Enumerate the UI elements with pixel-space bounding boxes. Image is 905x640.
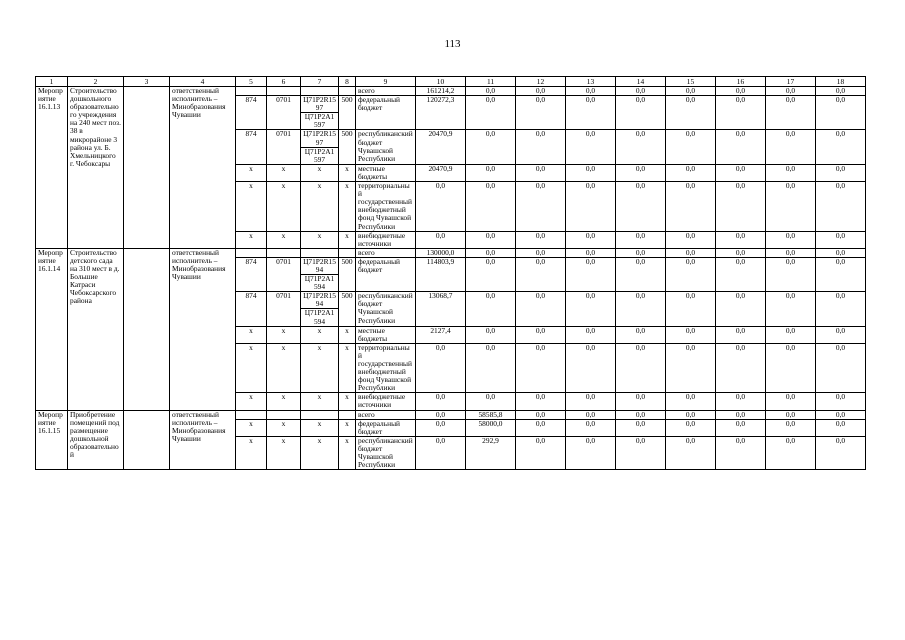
value-cell: 0,0 <box>716 393 766 410</box>
value-cell: 0,0 <box>566 410 616 419</box>
value-cell: 0,0 <box>766 419 816 436</box>
value-cell: 0,0 <box>766 326 816 343</box>
col6-cell <box>267 87 301 96</box>
header-cell: 8 <box>339 77 356 87</box>
value-cell: 0,0 <box>766 231 816 248</box>
value-cell: 0,0 <box>816 87 866 96</box>
value-cell: 0,0 <box>716 292 766 326</box>
header-cell: 6 <box>267 77 301 87</box>
value-cell: 0,0 <box>416 436 466 469</box>
col5-cell: x <box>236 231 267 248</box>
value-cell: 0,0 <box>516 96 566 130</box>
value-cell: 0,0 <box>766 410 816 419</box>
value-cell: 0,0 <box>466 164 516 181</box>
header-cell: 10 <box>416 77 466 87</box>
col7-cell: Ц71P2R1594 <box>301 257 339 274</box>
col5-cell: 874 <box>236 130 267 164</box>
value-cell: 0,0 <box>566 436 616 469</box>
funding-source: территориальный государственный внебюджетный фонд Чувашской Республики <box>356 182 416 232</box>
value-cell: 0,0 <box>516 410 566 419</box>
header-cell: 13 <box>566 77 616 87</box>
value-cell: 0,0 <box>766 436 816 469</box>
col6-cell: x <box>267 419 301 436</box>
header-cell: 1 <box>36 77 68 87</box>
col8-cell: x <box>339 231 356 248</box>
col5-cell: 874 <box>236 96 267 130</box>
value-cell: 0,0 <box>466 393 516 410</box>
value-cell: 0,0 <box>766 164 816 181</box>
value-cell: 0,0 <box>716 164 766 181</box>
col8-cell <box>339 248 356 257</box>
value-cell: 0,0 <box>566 231 616 248</box>
value-cell: 0,0 <box>666 257 716 291</box>
col7-cell: x <box>301 436 339 469</box>
value-cell: 0,0 <box>766 257 816 291</box>
value-cell: 0,0 <box>766 393 816 410</box>
value-cell: 0,0 <box>766 87 816 96</box>
funding-source: всего <box>356 87 416 96</box>
funding-source: местные бюджеты <box>356 164 416 181</box>
value-cell: 20470,9 <box>416 164 466 181</box>
col7-cell: x <box>301 393 339 410</box>
value-cell: 0,0 <box>816 436 866 469</box>
col6-cell: x <box>267 326 301 343</box>
empty-cell <box>124 87 170 249</box>
col7-cell: x <box>301 182 339 232</box>
value-cell: 0,0 <box>666 393 716 410</box>
value-cell: 0,0 <box>716 326 766 343</box>
col6-cell <box>267 410 301 419</box>
col8-cell: 500 <box>339 96 356 130</box>
col7-cell <box>301 410 339 419</box>
col8-cell: x <box>339 182 356 232</box>
value-cell: 0,0 <box>566 419 616 436</box>
header-cell: 15 <box>666 77 716 87</box>
value-cell: 0,0 <box>716 257 766 291</box>
col5-cell <box>236 248 267 257</box>
col8-cell: 500 <box>339 130 356 164</box>
value-cell: 0,0 <box>816 410 866 419</box>
value-cell: 0,0 <box>666 87 716 96</box>
value-cell: 0,0 <box>516 257 566 291</box>
value-cell: 0,0 <box>816 164 866 181</box>
col7-cell: Ц71P2A1597 <box>301 113 339 130</box>
value-cell: 0,0 <box>616 164 666 181</box>
header-cell: 17 <box>766 77 816 87</box>
value-cell: 0,0 <box>816 96 866 130</box>
value-cell: 0,0 <box>416 419 466 436</box>
col7-cell: x <box>301 231 339 248</box>
value-cell: 0,0 <box>416 410 466 419</box>
col6-cell: 0701 <box>267 130 301 164</box>
value-cell: 0,0 <box>616 436 666 469</box>
col5-cell: x <box>236 164 267 181</box>
value-cell: 130000,0 <box>416 248 466 257</box>
value-cell: 0,0 <box>816 182 866 232</box>
value-cell: 0,0 <box>516 87 566 96</box>
funding-source: внебюджетные источники <box>356 393 416 410</box>
header-cell: 12 <box>516 77 566 87</box>
col6-cell <box>267 248 301 257</box>
value-cell: 0,0 <box>816 231 866 248</box>
value-cell: 0,0 <box>566 164 616 181</box>
value-cell: 13068,7 <box>416 292 466 326</box>
value-cell: 0,0 <box>516 182 566 232</box>
col6-cell: x <box>267 164 301 181</box>
value-cell: 0,0 <box>766 130 816 164</box>
value-cell: 0,0 <box>516 231 566 248</box>
value-cell: 0,0 <box>816 343 866 393</box>
table-row <box>36 248 866 257</box>
value-cell: 0,0 <box>516 292 566 326</box>
funding-source: федеральный бюджет <box>356 419 416 436</box>
funding-source: республиканский бюджет Чувашской Республики <box>356 436 416 469</box>
funding-source: республиканский бюджет Чувашской Республики <box>356 292 416 326</box>
value-cell: 0,0 <box>666 96 716 130</box>
value-cell: 0,0 <box>466 182 516 232</box>
value-cell: 0,0 <box>716 343 766 393</box>
header-cell: 2 <box>68 77 124 87</box>
col7-cell: x <box>301 343 339 393</box>
value-cell: 0,0 <box>516 436 566 469</box>
measure-id: Мероприятие 16.1.14 <box>36 248 68 410</box>
col7-cell: Ц71P2A1594 <box>301 309 339 326</box>
funding-source: местные бюджеты <box>356 326 416 343</box>
funding-source: федеральный бюджет <box>356 96 416 130</box>
value-cell: 0,0 <box>566 87 616 96</box>
value-cell: 0,0 <box>816 130 866 164</box>
value-cell: 0,0 <box>516 164 566 181</box>
value-cell: 20470,9 <box>416 130 466 164</box>
value-cell: 0,0 <box>816 248 866 257</box>
value-cell: 58585,8 <box>466 410 516 419</box>
value-cell: 161214,2 <box>416 87 466 96</box>
col8-cell: x <box>339 164 356 181</box>
value-cell: 0,0 <box>766 292 816 326</box>
value-cell: 0,0 <box>416 231 466 248</box>
value-cell: 0,0 <box>466 231 516 248</box>
table-row <box>36 410 866 419</box>
value-cell: 0,0 <box>666 164 716 181</box>
value-cell: 2127,4 <box>416 326 466 343</box>
value-cell: 0,0 <box>766 182 816 232</box>
measure-id: Мероприятие 16.1.13 <box>36 87 68 249</box>
value-cell: 0,0 <box>666 343 716 393</box>
col5-cell: x <box>236 436 267 469</box>
value-cell: 0,0 <box>516 343 566 393</box>
funding-source: территориальный государственный внебюджетный фонд Чувашской Республики <box>356 343 416 393</box>
col7-cell <box>301 248 339 257</box>
value-cell: 0,0 <box>766 96 816 130</box>
col8-cell: x <box>339 326 356 343</box>
value-cell: 0,0 <box>566 96 616 130</box>
value-cell: 0,0 <box>466 248 516 257</box>
value-cell: 0,0 <box>566 393 616 410</box>
col6-cell: x <box>267 231 301 248</box>
measure-name: Строительство детского сада на 310 мест в д. Большие Катраси Чебоксарского района <box>68 248 124 410</box>
header-cell: 16 <box>716 77 766 87</box>
value-cell: 0,0 <box>516 419 566 436</box>
value-cell: 0,0 <box>616 248 666 257</box>
col6-cell: x <box>267 393 301 410</box>
col8-cell <box>339 87 356 96</box>
value-cell: 0,0 <box>516 326 566 343</box>
value-cell: 0,0 <box>566 343 616 393</box>
value-cell: 0,0 <box>666 436 716 469</box>
value-cell: 0,0 <box>816 292 866 326</box>
header-cell: 9 <box>356 77 416 87</box>
value-cell: 0,0 <box>466 96 516 130</box>
value-cell: 0,0 <box>566 292 616 326</box>
col8-cell: 500 <box>339 257 356 291</box>
value-cell: 0,0 <box>466 292 516 326</box>
col7-cell: Ц71P2A1597 <box>301 147 339 164</box>
value-cell: 0,0 <box>466 87 516 96</box>
value-cell: 0,0 <box>666 182 716 232</box>
funding-source: всего <box>356 248 416 257</box>
value-cell: 0,0 <box>416 182 466 232</box>
value-cell: 0,0 <box>616 393 666 410</box>
value-cell: 0,0 <box>616 96 666 130</box>
value-cell: 0,0 <box>616 87 666 96</box>
responsible: ответственный исполнитель – Минобразования Чувашии <box>170 248 236 410</box>
value-cell: 0,0 <box>416 343 466 393</box>
col7-cell <box>301 87 339 96</box>
value-cell: 0,0 <box>816 257 866 291</box>
col7-cell: x <box>301 326 339 343</box>
col5-cell <box>236 410 267 419</box>
value-cell: 0,0 <box>616 419 666 436</box>
value-cell: 0,0 <box>666 326 716 343</box>
table-row <box>36 87 866 96</box>
value-cell: 0,0 <box>466 130 516 164</box>
funding-source: федеральный бюджет <box>356 257 416 291</box>
value-cell: 0,0 <box>816 393 866 410</box>
header-cell: 14 <box>616 77 666 87</box>
col8-cell: x <box>339 436 356 469</box>
value-cell: 0,0 <box>416 393 466 410</box>
col7-cell: x <box>301 164 339 181</box>
value-cell: 0,0 <box>716 96 766 130</box>
col6-cell: x <box>267 343 301 393</box>
col5-cell: 874 <box>236 292 267 326</box>
empty-cell <box>124 410 170 470</box>
value-cell: 0,0 <box>566 248 616 257</box>
col6-cell: 0701 <box>267 96 301 130</box>
value-cell: 0,0 <box>566 257 616 291</box>
funding-source: всего <box>356 410 416 419</box>
value-cell: 0,0 <box>616 410 666 419</box>
col8-cell <box>339 410 356 419</box>
value-cell: 0,0 <box>566 130 616 164</box>
value-cell: 0,0 <box>616 130 666 164</box>
value-cell: 0,0 <box>666 231 716 248</box>
col8-cell: 500 <box>339 292 356 326</box>
measure-name: Строительство дошкольного образовательного учреждения на 240 мест поз. 38 в микрорайоне 3 района ул. Б. Хмельницкого г. Чебоксары <box>68 87 124 249</box>
col6-cell: 0701 <box>267 292 301 326</box>
col5-cell: x <box>236 419 267 436</box>
header-cell: 11 <box>466 77 516 87</box>
header-cell: 3 <box>124 77 170 87</box>
value-cell: 58000,0 <box>466 419 516 436</box>
value-cell: 0,0 <box>666 292 716 326</box>
value-cell: 0,0 <box>716 182 766 232</box>
value-cell: 0,0 <box>666 419 716 436</box>
header-cell: 7 <box>301 77 339 87</box>
value-cell: 0,0 <box>666 248 716 257</box>
col5-cell: 874 <box>236 257 267 291</box>
value-cell: 0,0 <box>716 419 766 436</box>
value-cell: 0,0 <box>716 130 766 164</box>
value-cell: 0,0 <box>516 130 566 164</box>
value-cell: 0,0 <box>666 410 716 419</box>
header-cell: 5 <box>236 77 267 87</box>
value-cell: 292,9 <box>466 436 516 469</box>
value-cell: 0,0 <box>566 326 616 343</box>
value-cell: 0,0 <box>466 257 516 291</box>
value-cell: 0,0 <box>616 326 666 343</box>
value-cell: 0,0 <box>816 419 866 436</box>
value-cell: 0,0 <box>766 248 816 257</box>
col7-cell: Ц71P2R1594 <box>301 292 339 309</box>
measure-name: Приобретение помещений под размещение дошкольной образовательной <box>68 410 124 470</box>
col5-cell: x <box>236 326 267 343</box>
col7-cell: Ц71P2R1597 <box>301 130 339 147</box>
value-cell: 0,0 <box>616 231 666 248</box>
funding-source: республиканский бюджет Чувашской Республики <box>356 130 416 164</box>
value-cell: 0,0 <box>716 248 766 257</box>
col8-cell: x <box>339 419 356 436</box>
value-cell: 0,0 <box>616 182 666 232</box>
col8-cell: x <box>339 393 356 410</box>
value-cell: 0,0 <box>716 231 766 248</box>
col5-cell: x <box>236 393 267 410</box>
funding-source: внебюджетные источники <box>356 231 416 248</box>
value-cell: 0,0 <box>516 393 566 410</box>
responsible: ответственный исполнитель – Минобразования Чувашии <box>170 410 236 470</box>
col6-cell: x <box>267 436 301 469</box>
header-cell: 4 <box>170 77 236 87</box>
col7-cell: Ц71P2R1597 <box>301 96 339 113</box>
value-cell: 0,0 <box>716 410 766 419</box>
value-cell: 0,0 <box>816 326 866 343</box>
col8-cell: x <box>339 343 356 393</box>
value-cell: 0,0 <box>616 292 666 326</box>
header-row <box>36 77 866 87</box>
value-cell: 0,0 <box>766 343 816 393</box>
col6-cell: 0701 <box>267 257 301 291</box>
value-cell: 120272,3 <box>416 96 466 130</box>
col7-cell: x <box>301 419 339 436</box>
page-number: 113 <box>444 38 461 50</box>
value-cell: 0,0 <box>516 248 566 257</box>
col6-cell: x <box>267 182 301 232</box>
col5-cell: x <box>236 182 267 232</box>
value-cell: 114803,9 <box>416 257 466 291</box>
responsible: ответственный исполнитель – Минобразования Чувашии <box>170 87 236 249</box>
value-cell: 0,0 <box>716 436 766 469</box>
value-cell: 0,0 <box>616 257 666 291</box>
measure-id: Мероприятие 16.1.15 <box>36 410 68 470</box>
value-cell: 0,0 <box>566 182 616 232</box>
budget-table <box>35 76 866 470</box>
value-cell: 0,0 <box>466 326 516 343</box>
value-cell: 0,0 <box>716 87 766 96</box>
value-cell: 0,0 <box>466 343 516 393</box>
col7-cell: Ц71P2A1594 <box>301 275 339 292</box>
header-cell: 18 <box>816 77 866 87</box>
empty-cell <box>124 248 170 410</box>
value-cell: 0,0 <box>616 343 666 393</box>
col5-cell <box>236 87 267 96</box>
value-cell: 0,0 <box>666 130 716 164</box>
col5-cell: x <box>236 343 267 393</box>
